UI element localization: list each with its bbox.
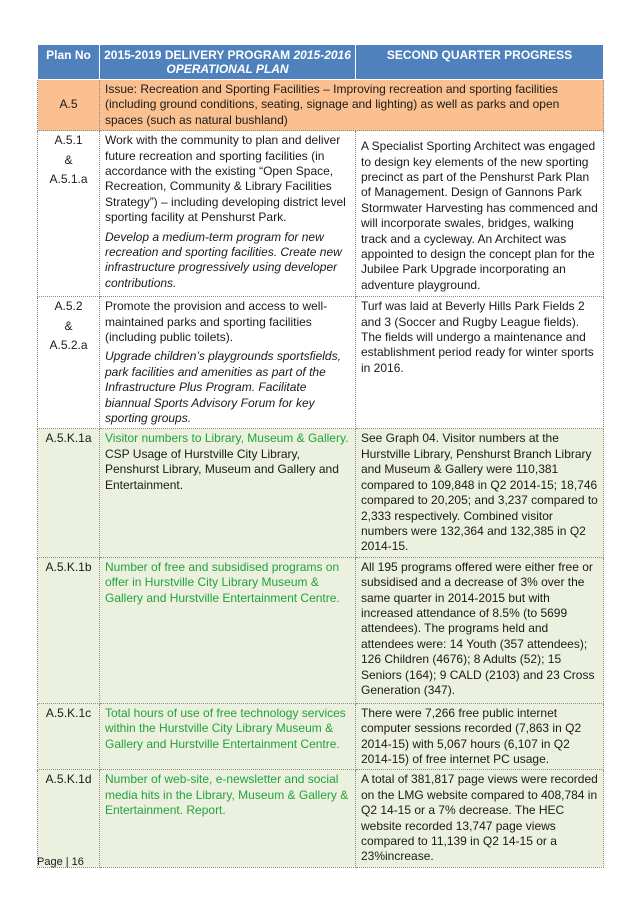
kpi-progress-cell: See Graph 04. Visitor numbers at the Hurstville Library, Penshurst Branch Library and Museum & Gallery were 110,381 compared to 109,848 in Q2 2014-15; 18,746 compared to 20,205; and 3,237 compared to 2,333 respectively. Combined visitor numbers were 132,364 and 132,385 in Q2 2014-15. <box>356 429 604 557</box>
delivery-program-text: Promote the provision and access to well-maintained parks and sporting facilities (including public toilets). <box>105 299 328 345</box>
table-header-row <box>38 45 604 80</box>
kpi-measure-cell <box>100 703 356 770</box>
kpi-row <box>38 429 604 557</box>
plan-no-line: A.5.1 <box>54 133 83 148</box>
progress-cell <box>356 297 604 429</box>
table-row <box>38 297 604 429</box>
header-second-quarter-progress: SECOND QUARTER PROGRESS <box>356 45 604 80</box>
kpi-plan-no: A.5.K.1d <box>38 770 100 867</box>
table-row <box>38 131 604 297</box>
header-delivery-program <box>100 45 356 80</box>
issue-row <box>38 80 604 131</box>
plan-no-line: & <box>64 318 73 333</box>
header-operational-plan-label: 2015-2016 OPERATIONAL PLAN <box>166 48 351 76</box>
progress-cell <box>356 131 604 297</box>
header-delivery-program-label: 2015-2019 DELIVERY PROGRAM <box>104 48 294 62</box>
delivery-program-text: Work with the community to plan and deliver future recreation and sporting facilities (in accordance with the existing “Open Space, Recreation, Community & Library Facilities Strategy”) – including developing district level sporting facility at Penshurst Park. <box>105 133 346 225</box>
kpi-progress-cell: A total of 381,817 page views were recorded on the LMG website compared to 408,784 in Q2 14-15 or a 7% decrease. The HEC website recorded 13,747 page views compared to 11,139 in Q2 14-15 or a 23%increase. <box>356 770 604 867</box>
kpi-plan-no: A.5.K.1c <box>38 703 100 770</box>
plan-no-line: A.5.2 <box>54 299 83 314</box>
operational-plan-text: Upgrade children’s playgrounds sportsfields, park facilities and amenities as part of the Infrastructure Plus Program. Facilitate biannual Sports Advisory Forum for key sporting groups. <box>105 349 341 426</box>
page-number: Page | 16 <box>37 856 84 868</box>
kpi-measure-text: Total hours of use of free technology services within the Hurstville City Library Museum & Gallery and Hurstville Entertainment Centre. <box>105 705 346 751</box>
plan-no-line: A.5.1.a <box>49 172 88 187</box>
header-plan-no: Plan No <box>38 45 100 80</box>
kpi-measure-cell <box>100 770 356 867</box>
plan-no-cell <box>38 131 100 297</box>
kpi-measure-cell <box>100 557 356 703</box>
kpi-plan-no: A.5.K.1b <box>38 557 100 703</box>
kpi-progress-cell: All 195 programs offered were either free or subsidised and a decrease of 3% over the same quarter in 2014-2015 but with increased attendance of 8.5% (to 5699 attendees). The programs held and attendees were: 14 Youth (357 attendees); 126 Children (4676); 8 Adults (52); 15 Seniors (164); 9 CALD (2103) and 23 Cross Generation (347). <box>356 557 604 703</box>
delivery-program-table <box>37 44 604 868</box>
kpi-plan-no: A.5.K.1a <box>38 429 100 557</box>
kpi-row <box>38 557 604 703</box>
plan-no-cell <box>38 297 100 429</box>
issue-text: Issue: Recreation and Sporting Facilities – Improving recreation and sporting facilities (including ground conditions, seating, signage and lighting) as well as parks and open spaces (such as natural bushland) <box>100 80 604 131</box>
program-cell <box>100 297 356 429</box>
progress-text: A Specialist Sporting Architect was engaged to design key elements of the new sporting precinct as part of the Penshurst Park Plan of Management. Design of Gannons Park Stormwater Harvesting has commenced and will incorporate swales, bridges, walking track and a cycleway. An Architect was appointed to design the concept plan for the Jubilee Park Upgrade incorporating an adventure playground. <box>361 139 598 292</box>
issue-plan-no: A.5 <box>38 80 100 131</box>
kpi-row <box>38 703 604 770</box>
kpi-progress-cell: There were 7,266 free public internet computer sessions recorded (7,863 in Q2 2014-15) with 5,067 hours (6,107 in Q2 2014-15) of free internet PC usage. <box>356 703 604 770</box>
progress-text: Turf was laid at Beverly Hills Park Fields 2 and 3 (Soccer and Rugby League fields). The fields will undergo a maintenance and establishment period ready for winter sports in 2016. <box>361 299 594 375</box>
kpi-measure-text: Number of free and subsidised programs on offer in Hurstville City Library Museum & Gallery and Hurstville Entertainment Centre. <box>105 559 340 605</box>
kpi-measure-text: Visitor numbers to Library, Museum & Gallery. <box>105 431 349 446</box>
plan-no-line: A.5.2.a <box>49 338 88 353</box>
kpi-row <box>38 770 604 867</box>
plan-no-line: & <box>64 152 73 167</box>
kpi-measure-text: Number of web-site, e-newsletter and social media hits in the Library, Museum & Gallery & Entertainment. Report. <box>105 772 349 818</box>
operational-plan-text: Develop a medium-term program for new recreation and sporting facilities. Create new infrastructure progressively using developer contributions. <box>105 229 342 290</box>
program-cell <box>100 131 356 297</box>
kpi-measure-cell <box>100 429 356 557</box>
kpi-measure-note: CSP Usage of Hurstville City Library, Penshurst Library, Museum and Gallery and Entertainment. <box>105 446 339 492</box>
